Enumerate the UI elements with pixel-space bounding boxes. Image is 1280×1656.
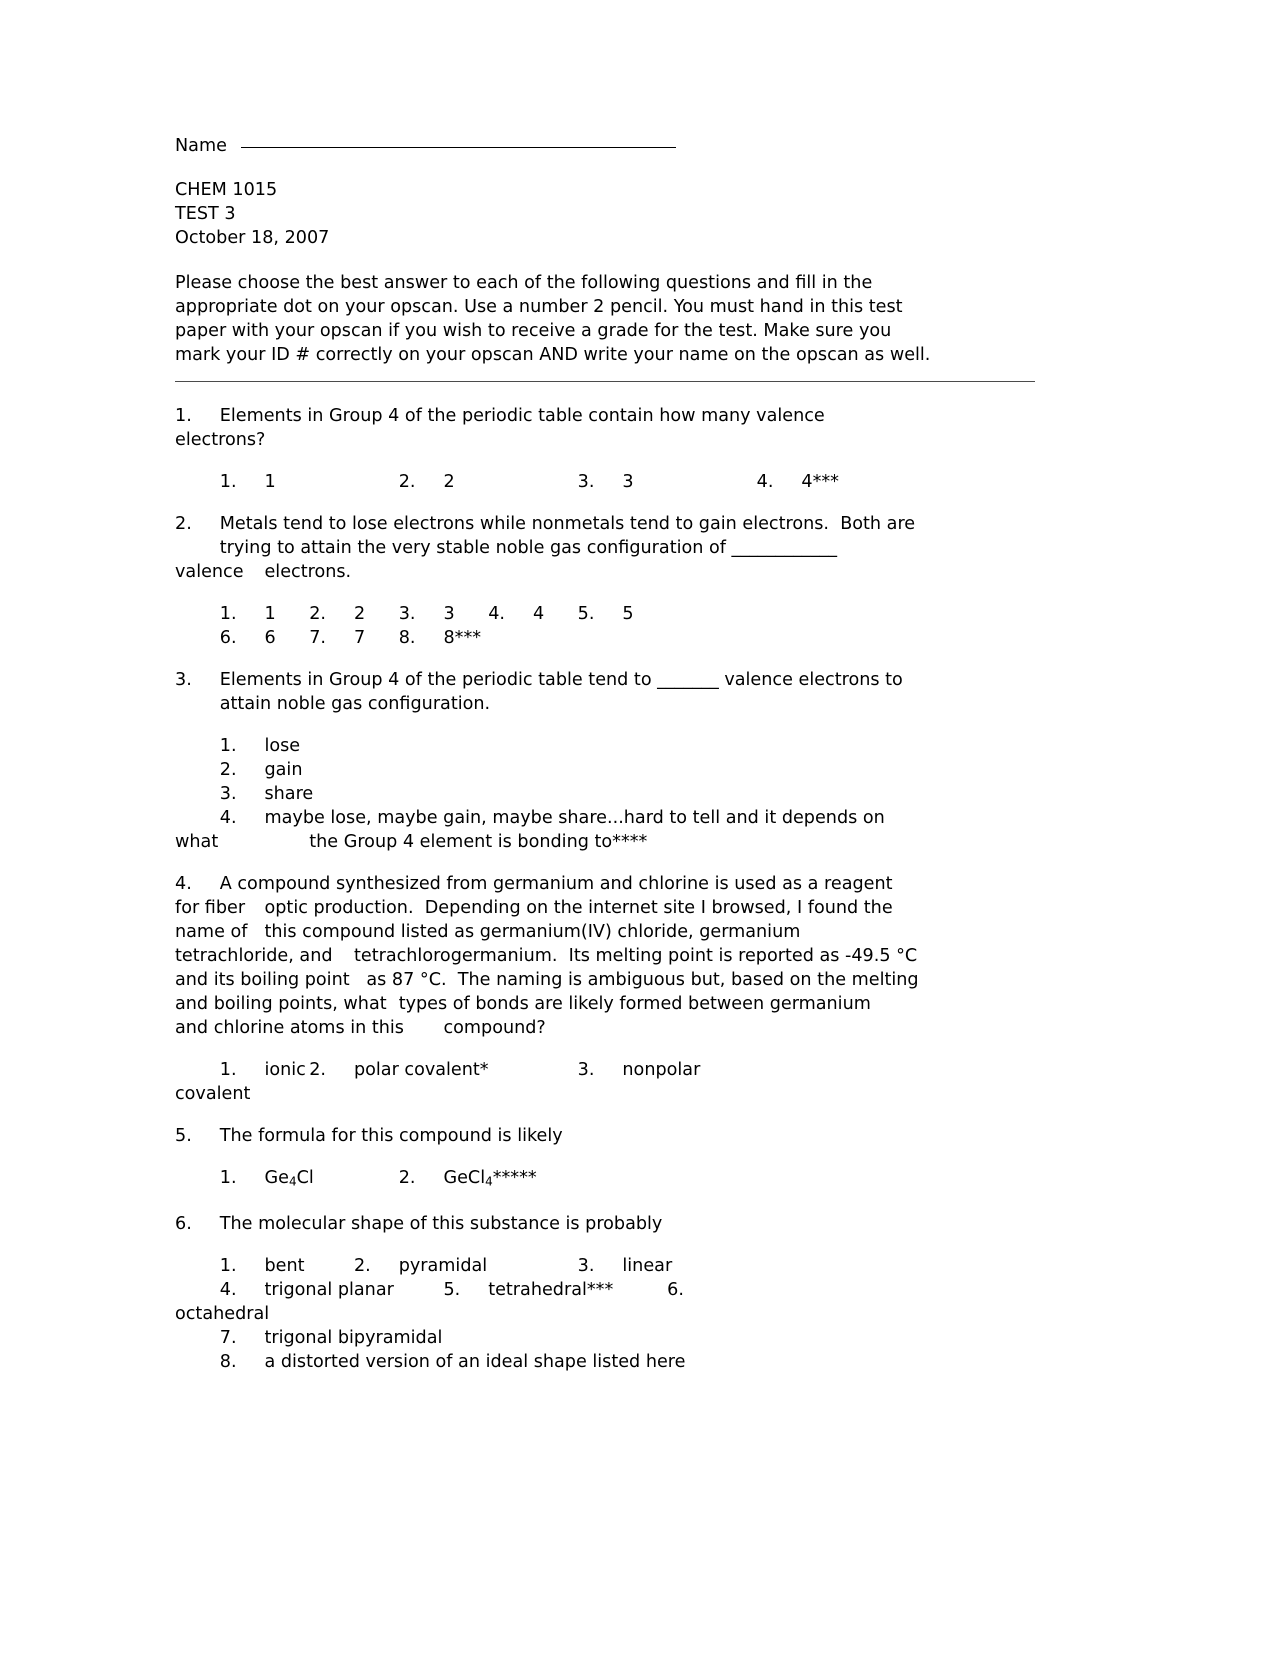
question-stem bbox=[175, 668, 1110, 716]
answer-options bbox=[175, 602, 1110, 650]
question-block bbox=[175, 1124, 1110, 1194]
answer-option-line[interactable]: 3. share bbox=[175, 784, 314, 804]
answer-option-line[interactable]: 1. 1 2. 2 3. 3 4. 4*** bbox=[175, 472, 839, 492]
answer-option-line[interactable]: what the Group 4 element is bonding to**** bbox=[175, 832, 648, 852]
answer-option-line[interactable]: 4. trigonal planar 5. tetrahedral*** 6. bbox=[175, 1279, 684, 1300]
question-stem-line: for fiber optic production. Depending on the internet site I browsed, I found the bbox=[175, 898, 893, 918]
answer-option-line[interactable]: 8. a distorted version of an ideal shape listed here bbox=[175, 1351, 686, 1372]
answer-option-line[interactable]: 4. maybe lose, maybe gain, maybe share...hard to tell and it depends on bbox=[175, 808, 885, 828]
instructions-block bbox=[175, 271, 1110, 367]
questions-list bbox=[175, 404, 1110, 1374]
question-stem-line: electrons? bbox=[175, 430, 266, 450]
question-stem-line: 6. The molecular shape of this substance is probably bbox=[175, 1213, 663, 1234]
question-stem bbox=[175, 1212, 1110, 1236]
instructions-line: Please choose the best answer to each of the following questions and fill in the bbox=[175, 273, 873, 293]
question-stem-line: name of this compound listed as germanium(IV) chloride, germanium bbox=[175, 922, 801, 942]
question-stem-line: 3. Elements in Group 4 of the periodic table tend to _______ valence electrons to bbox=[175, 670, 903, 690]
question-stem bbox=[175, 872, 1110, 1040]
question-block bbox=[175, 404, 1110, 494]
answer-option-line[interactable]: 1. bent 2. pyramidal 3. linear bbox=[175, 1255, 673, 1276]
question-stem-line: and its boiling point as 87 °C. The naming is ambiguous but, based on the melting bbox=[175, 970, 919, 990]
question-stem bbox=[175, 512, 1110, 584]
course-meta bbox=[175, 178, 1110, 250]
question-stem-line: 1. Elements in Group 4 of the periodic table contain how many valence bbox=[175, 406, 825, 426]
question-stem bbox=[175, 404, 1110, 452]
answer-options bbox=[175, 1166, 1110, 1194]
question-stem-line: trying to attain the very stable noble gas configuration of ____________ bbox=[175, 538, 838, 558]
answer-options bbox=[175, 734, 1110, 854]
instructions-line: paper with your opscan if you wish to receive a grade for the test. Make sure you bbox=[175, 321, 892, 341]
answer-option-line[interactable]: 1. lose bbox=[175, 736, 301, 756]
answer-option-line[interactable]: 1. ionic 2. polar covalent* 3. nonpolar bbox=[175, 1060, 701, 1080]
section-divider bbox=[175, 381, 1035, 382]
question-stem-line: 4. A compound synthesized from germanium and chlorine is used as a reagent bbox=[175, 874, 893, 894]
answer-option-line[interactable]: octahedral bbox=[175, 1303, 270, 1324]
answer-options bbox=[175, 470, 1110, 494]
answer-option-line[interactable]: 1. $Ge_4Cl$ 2. GeCl$_4$***** bbox=[175, 1168, 537, 1189]
answer-options bbox=[175, 1254, 1110, 1374]
question-stem bbox=[175, 1124, 1110, 1148]
instructions-line: mark your ID # correctly on your opscan AND write your name on the opscan as well. bbox=[175, 345, 931, 365]
question-stem-line: 2. Metals tend to lose electrons while nonmetals tend to gain electrons. Both are bbox=[175, 514, 916, 534]
course-code: CHEM 1015 bbox=[175, 180, 278, 200]
question-stem-line: attain noble gas configuration. bbox=[175, 694, 491, 714]
answer-option-line[interactable]: 2. gain bbox=[175, 760, 303, 780]
question-block bbox=[175, 668, 1110, 854]
question-block bbox=[175, 1212, 1110, 1374]
answer-option-line[interactable]: covalent bbox=[175, 1084, 251, 1104]
question-stem-line: and boiling points, what types of bonds are likely formed between germanium bbox=[175, 994, 871, 1014]
answer-option-line[interactable]: 1. 1 2. 2 3. 3 4. 4 5. 5 bbox=[175, 604, 634, 624]
name-field-row bbox=[175, 136, 1110, 156]
answer-option-line[interactable]: 7. trigonal bipyramidal bbox=[175, 1327, 443, 1348]
test-number: TEST 3 bbox=[175, 204, 236, 224]
question-stem-line: 5. The formula for this compound is likely bbox=[175, 1126, 563, 1146]
answer-options bbox=[175, 1058, 1110, 1106]
test-date: October 18, 2007 bbox=[175, 228, 330, 248]
name-label: Name bbox=[175, 136, 227, 156]
question-stem-line: and chlorine atoms in this compound? bbox=[175, 1018, 546, 1038]
name-blank-line[interactable] bbox=[241, 146, 676, 148]
question-block bbox=[175, 872, 1110, 1106]
answer-option-line[interactable]: 6. 6 7. 7 8. 8*** bbox=[175, 628, 482, 648]
instructions-line: appropriate dot on your opscan. Use a number 2 pencil. You must hand in this test bbox=[175, 297, 903, 317]
question-stem-line: valence electrons. bbox=[175, 562, 352, 582]
question-stem-line: tetrachloride, and tetrachlorogermanium. Its melting point is reported as -49.5 °C bbox=[175, 946, 918, 966]
question-block bbox=[175, 512, 1110, 650]
